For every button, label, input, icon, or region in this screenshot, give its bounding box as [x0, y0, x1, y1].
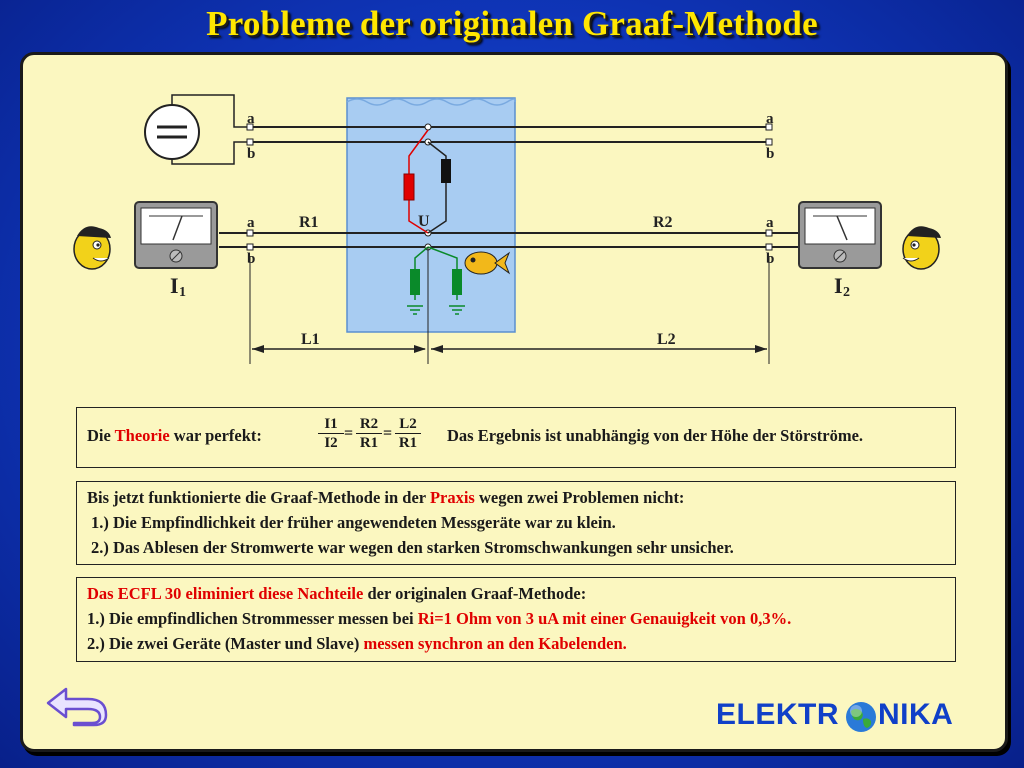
- solution-line-2: 1.) Die empfindlichen Strommesser messen bei Ri=1 Ohm von 3 uA mit einer Genauigkeit von 0,3%.: [87, 609, 792, 628]
- label-b-bottom-left: b: [247, 251, 256, 267]
- fraction-I1-I2: $\frac{I1}{I2}$: [318, 416, 344, 453]
- back-arrow-icon[interactable]: [44, 685, 108, 727]
- label-b-top-left: b: [247, 146, 256, 162]
- ammeter-icon: [135, 202, 217, 268]
- theory-result: Das Ergebnis ist unabhängig von der Höhe der Störströme.: [447, 426, 864, 445]
- equals-sign: =: [383, 425, 393, 442]
- voltage-source-icon: [145, 95, 250, 164]
- solution-line-1: Das ECFL 30 eliminiert diese Nachteile der originalen Graaf-Methode:: [87, 584, 587, 603]
- graaf-circuit-diagram: [69, 86, 949, 364]
- label-a-top-right: a: [766, 111, 774, 127]
- globe-icon: [845, 701, 877, 733]
- solution-line-3: 2.) Die zwei Geräte (Master und Slave) messen synchron an den Kabelenden.: [87, 634, 627, 653]
- face-icon: [903, 226, 941, 269]
- practice-line-2: 1.) Die Empfindlichkeit der früher angewendeten Messgeräte war zu klein.: [91, 513, 616, 532]
- label-a-top-left: a: [247, 111, 255, 127]
- practice-line-3: 2.) Das Ablesen der Stromwerte war wegen den starken Stromschwankungen sehr unsicher.: [91, 538, 734, 557]
- water-tank: [347, 98, 515, 332]
- label-R2: R2: [653, 214, 673, 231]
- fraction-L2-R1: $\frac{L2}{R1}$: [395, 416, 421, 453]
- theory-highlight: Theorie: [114, 426, 170, 445]
- solution-box: [76, 577, 956, 662]
- logo-text-right: NIKA: [878, 698, 954, 731]
- theory-intro: Die Theorie war perfekt:: [87, 426, 262, 445]
- label-R1: R1: [299, 214, 319, 231]
- ammeter-icon: [799, 202, 881, 268]
- label-L2: L2: [657, 331, 676, 348]
- label-I1-sub: 1: [179, 285, 186, 300]
- label-a-bottom-left: a: [247, 215, 255, 231]
- label-I2-sub: 2: [843, 285, 850, 300]
- face-icon: [74, 226, 111, 269]
- label-I1: I: [170, 273, 179, 298]
- label-L1: L1: [301, 331, 320, 348]
- label-a-bottom-right: a: [766, 215, 774, 231]
- label-b-bottom-right: b: [766, 251, 775, 267]
- theory-box: [76, 407, 956, 468]
- equals-sign: =: [344, 425, 354, 442]
- practice-box: [76, 481, 956, 565]
- label-U: U: [418, 213, 430, 230]
- fraction-R2-R1: $\frac{R2}{R1}$: [356, 416, 382, 453]
- label-b-top-right: b: [766, 146, 775, 162]
- page-title: Probleme der originalen Graaf-Methode: [206, 4, 818, 43]
- logo-text-left: ELEKTR: [716, 698, 839, 731]
- label-I2: I: [834, 273, 843, 298]
- practice-highlight: Praxis: [429, 488, 475, 507]
- practice-line-1: Bis jetzt funktionierte die Graaf-Methode in der Praxis wegen zwei Problemen nicht:: [87, 488, 685, 507]
